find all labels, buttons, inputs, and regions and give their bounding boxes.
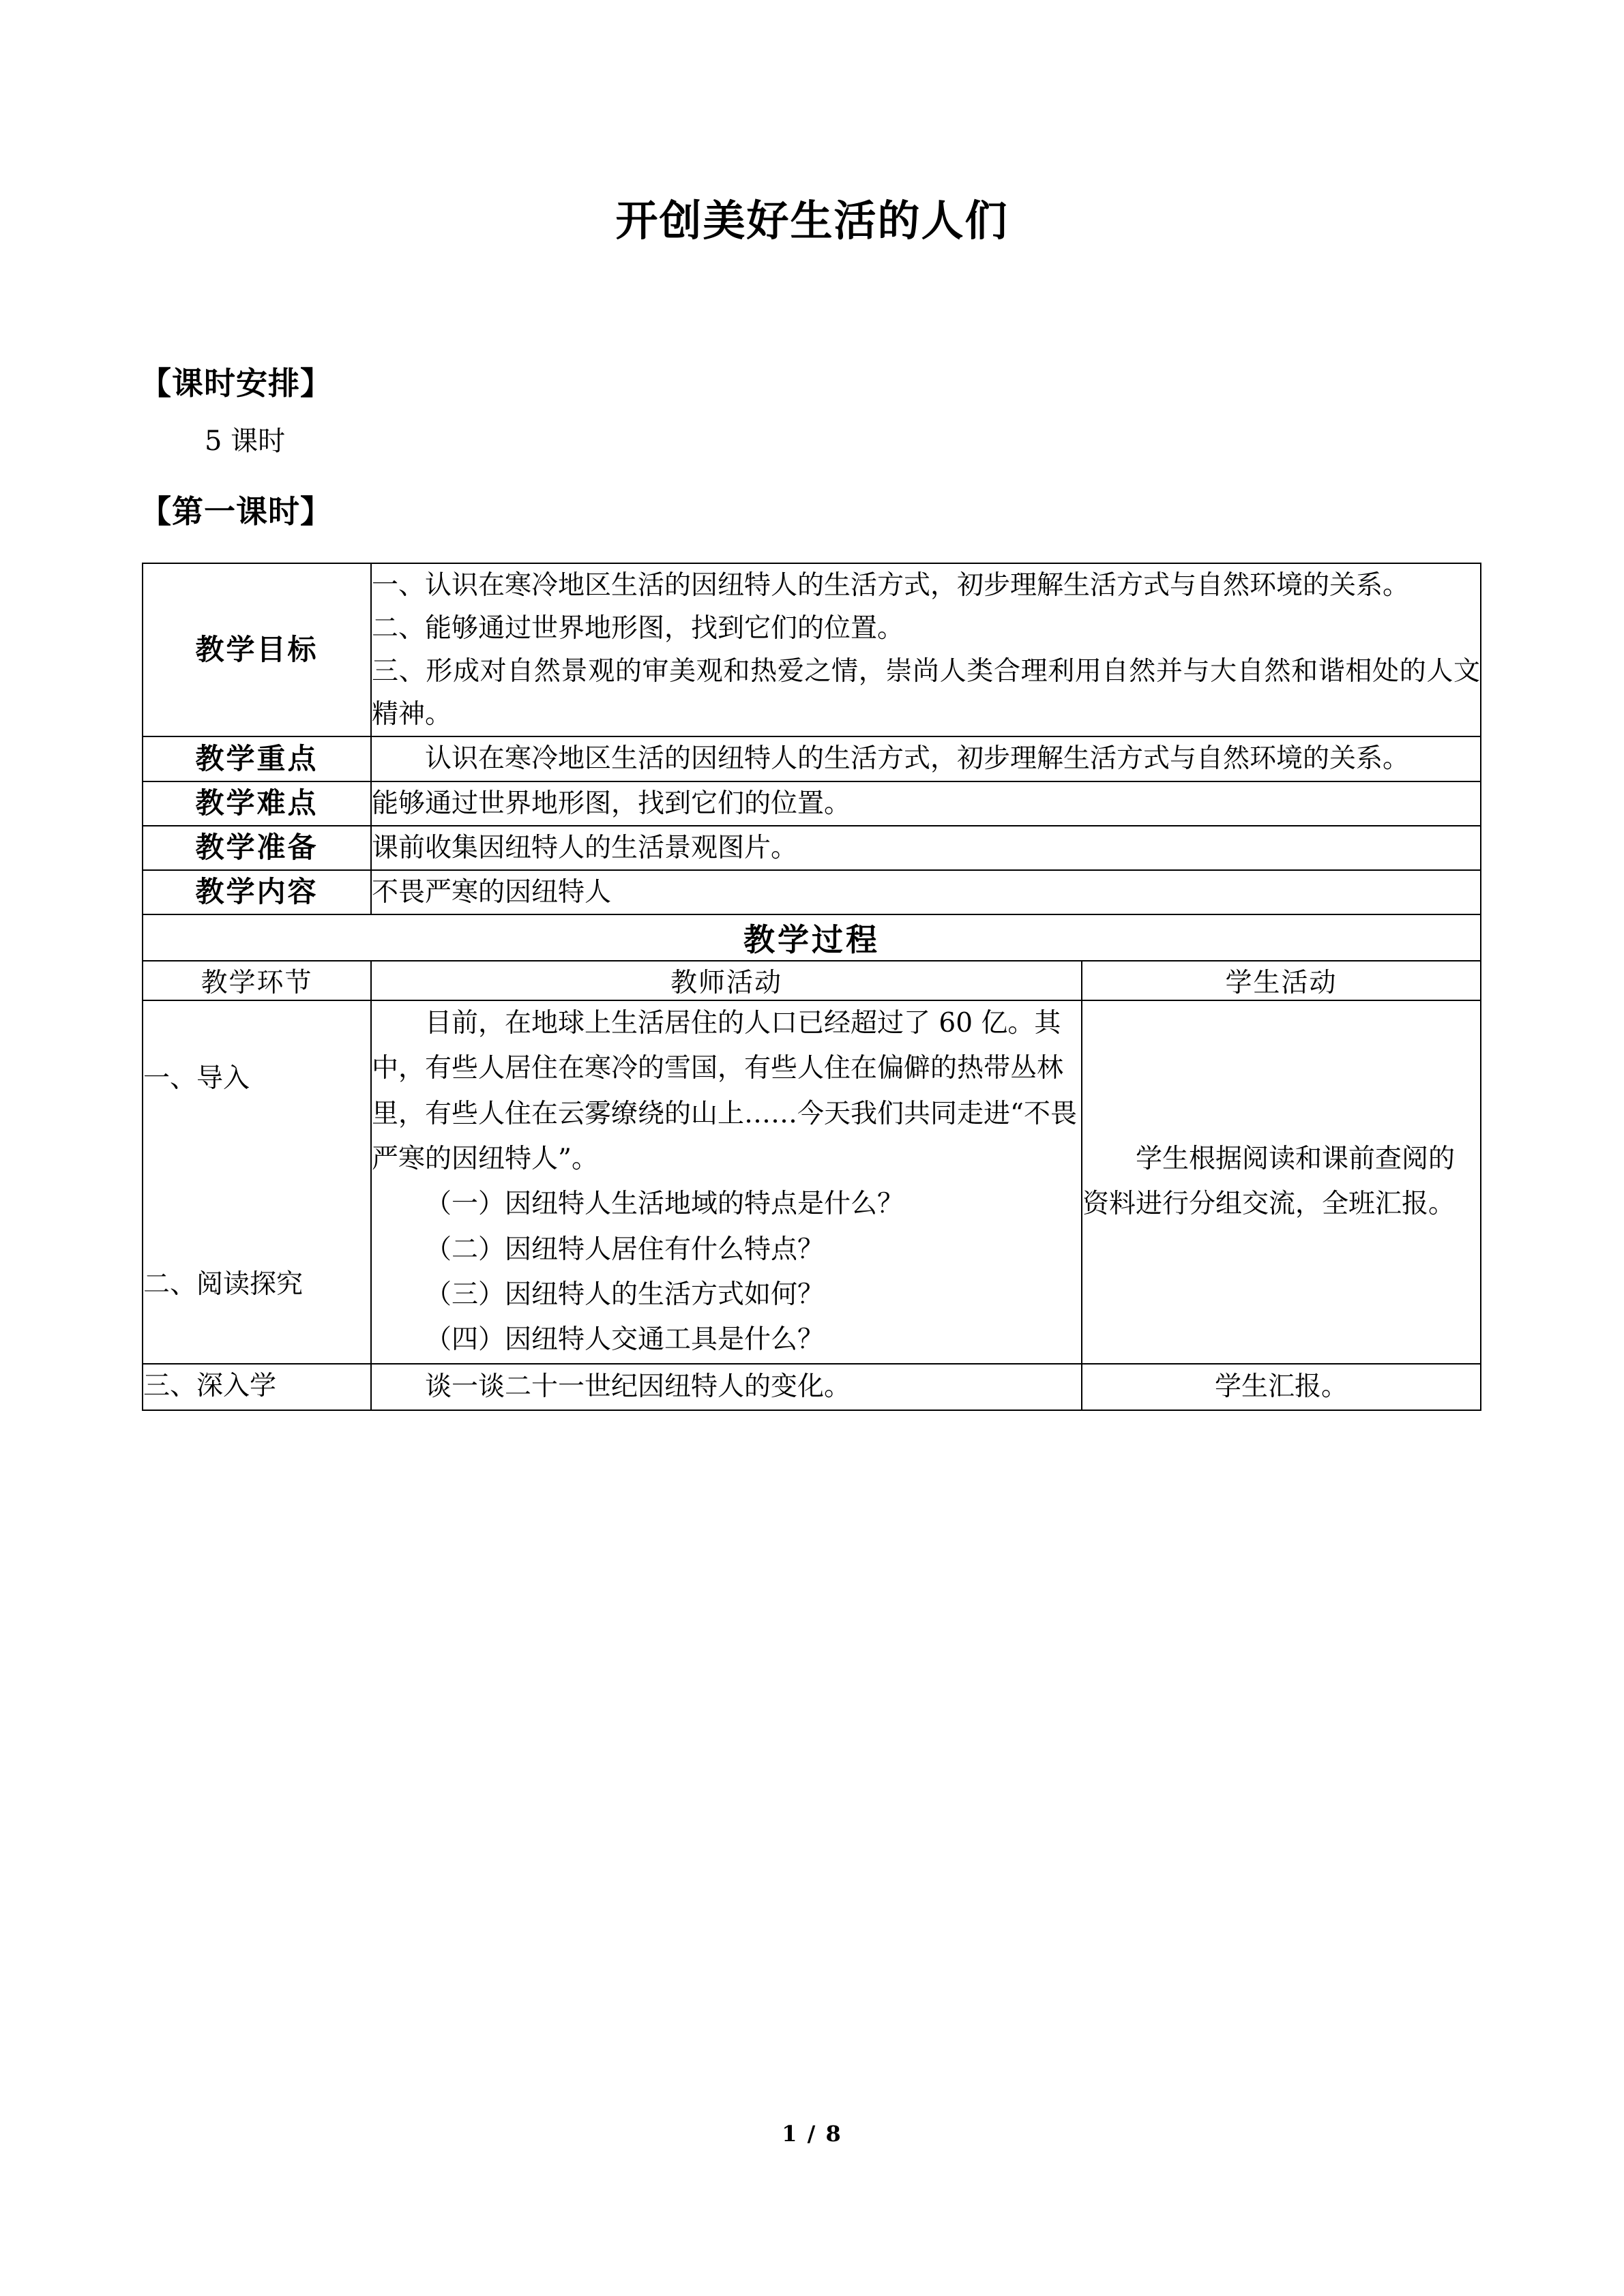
row-label-objectives: 教学目标 [143,563,371,737]
process-student-deepen [1082,1364,1481,1410]
process-question-1: （一）因纽特人生活地域的特点是什么？ [425,1189,904,1220]
column-header-teacher: 教师活动 [371,961,1082,1000]
table-row-process-headers [143,961,1481,1000]
class-schedule-value: 5 课时 [205,425,286,457]
process-step-reading-label: 二、阅读探究 [143,1269,304,1300]
process-banner-title: 教学过程 [143,914,1481,961]
process-intro-paragraph: 目前，在地球上生活居住的人口已经超过了 60 亿。其中，有些人居住在寒冷的雪国，有些人住在偏僻的热带丛林里，有些人住在云雾缭绕的山上……今天我们共同走进“不畏严寒的因纽特人”。 [372,1008,1077,1175]
process-question-2: （二）因纽特人居住有什么特点？ [425,1234,825,1265]
objective-line-3: 三、形成对自然景观的审美观和热爱之情，崇尚人类合理利用自然并与大自然和谐相处的人文精神。 [372,656,1481,730]
row-label-content: 教学内容 [143,870,371,914]
row-content-key-points [371,736,1481,781]
table-row-content [143,870,1481,914]
row-content-difficulties [371,781,1481,826]
column-header-step: 教学环节 [143,961,371,1000]
process-step-deepen: 三、深入学 [143,1364,371,1410]
row-content-objectives [371,563,1481,737]
process-question-4: （四）因纽特人交通工具是什么？ [425,1324,825,1356]
key-points-line-1: 认识在寒冷地区生活的因纽特人的生活方式，初步理解生活方式与自然环境的关系。 [425,743,1410,775]
process-student-reading-text: 学生根据阅读和课前查阅的资料进行分组交流，全班汇报。 [1082,1144,1456,1220]
process-step-intro [143,1000,371,1363]
content-line-1: 不畏严寒的因纽特人 [372,876,612,908]
process-student-deepen-text: 学生汇报。 [1215,1371,1348,1402]
table-row-objectives [143,563,1481,737]
table-row-process-deepen [143,1364,1481,1410]
row-label-key-points: 教学重点 [143,736,371,781]
process-question-3: （三）因纽特人的生活方式如何？ [425,1279,825,1310]
lesson-plan-table [142,563,1481,1411]
table-row-key-points [143,736,1481,781]
table-row-process-banner [143,914,1481,961]
difficulties-line-1: 能够通过世界地形图，找到它们的位置。 [372,788,851,819]
process-deepen-paragraph: 谈一谈二十一世纪因纽特人的变化。 [425,1371,851,1402]
heading-class-schedule: 【课时安排】 [140,365,332,402]
column-header-student: 学生活动 [1082,961,1481,1000]
page-footer: 1 / 8 [782,2121,842,2147]
process-teacher-deepen [371,1364,1082,1410]
row-label-preparation: 教学准备 [143,826,371,870]
table-row-preparation [143,826,1481,870]
process-teacher-intro [371,1000,1082,1363]
page-title: 开创美好生活的人们 [615,196,1009,245]
heading-first-period: 【第一课时】 [140,492,332,530]
table-row-difficulties [143,781,1481,826]
row-content-preparation [371,826,1481,870]
preparation-line-1: 课前收集因纽特人的生活景观图片。 [372,832,798,863]
row-label-difficulties: 教学难点 [143,781,371,826]
table-row-process-intro [143,1000,1481,1363]
process-student-reading [1082,1000,1481,1363]
row-content-content [371,870,1481,914]
objective-line-1: 一、认识在寒冷地区生活的因纽特人的生活方式，初步理解生活方式与自然环境的关系。 [372,569,1410,601]
objective-line-2: 二、能够通过世界地形图，找到它们的位置。 [372,612,904,644]
process-step-intro-label: 一、导入 [143,1062,250,1094]
